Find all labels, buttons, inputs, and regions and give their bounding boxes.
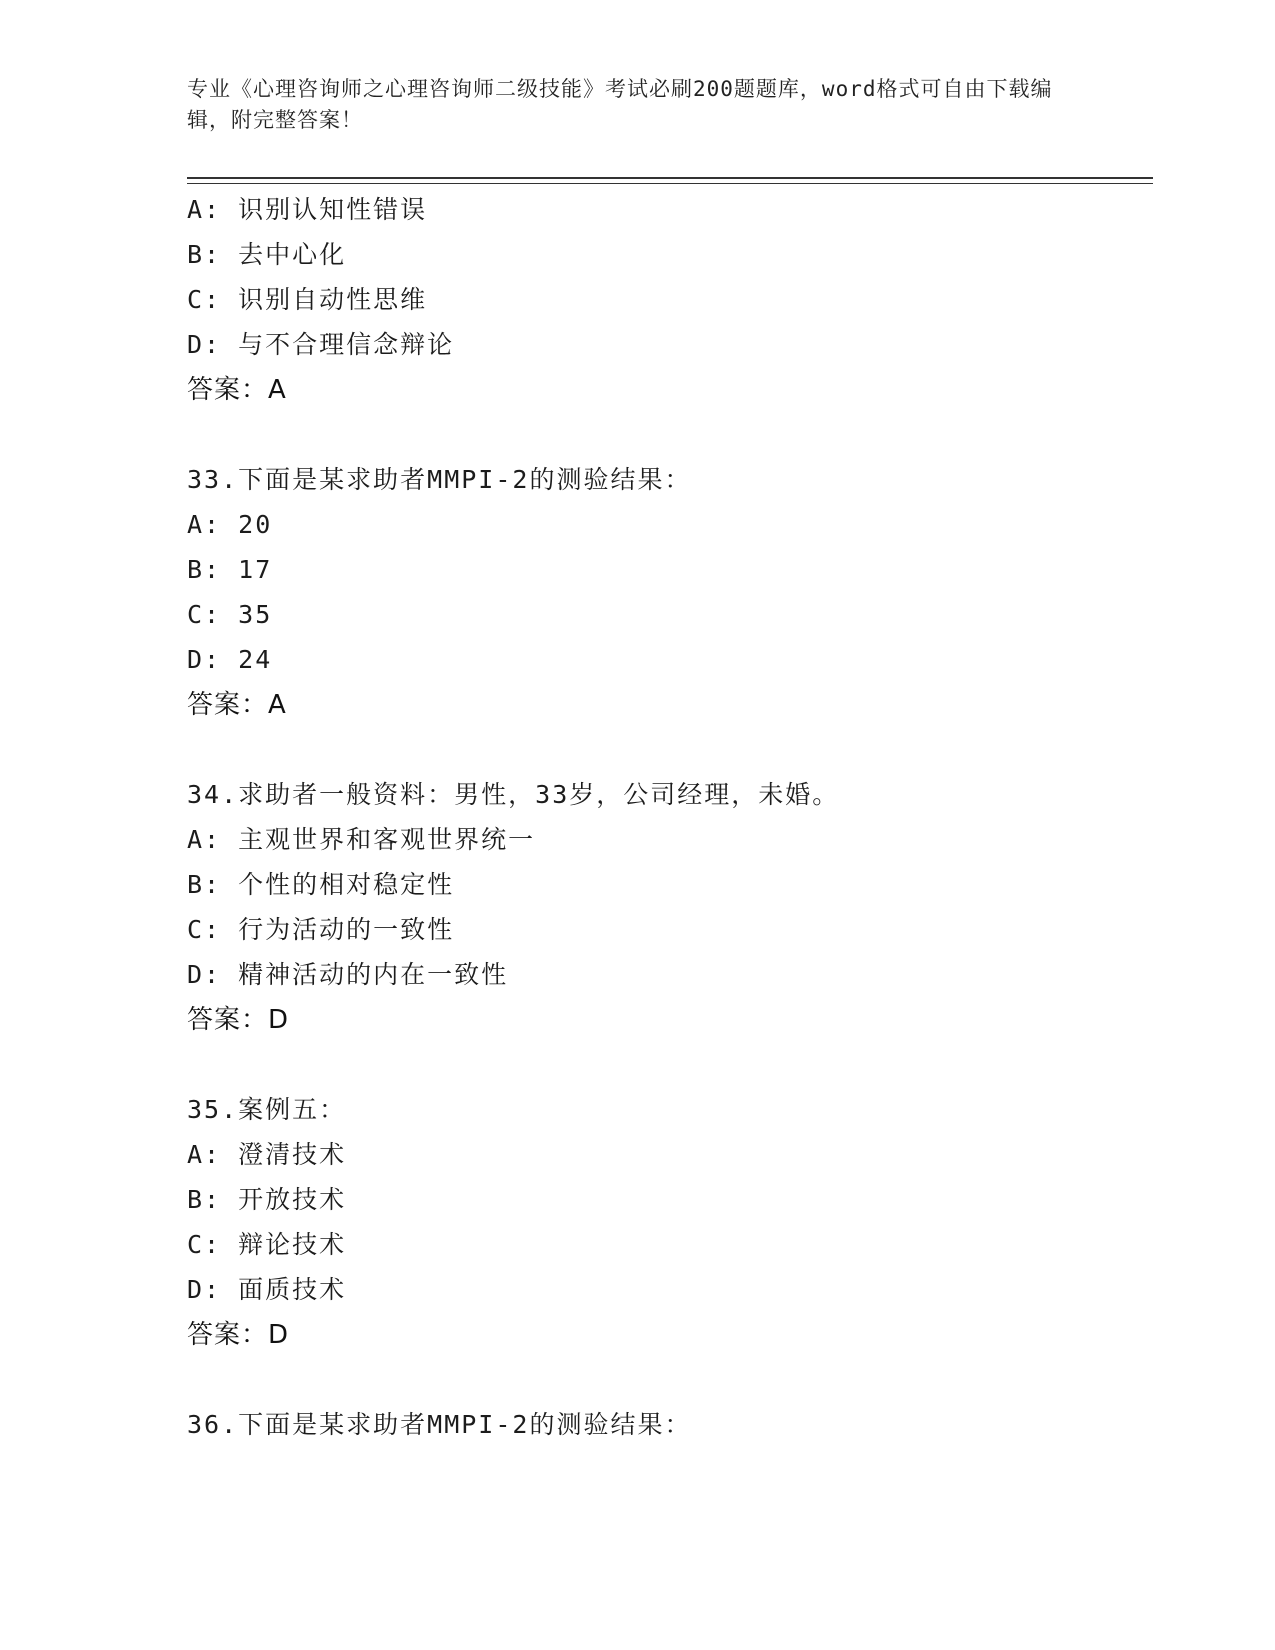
q34-option-d: D: 精神活动的内在一致性 <box>187 960 509 989</box>
q35-question: 35.案例五： <box>187 1095 347 1124</box>
q34-option-a: A: 主观世界和客观世界统一 <box>187 825 536 854</box>
q32-answer: 答案：A <box>187 375 287 405</box>
q34-question: 34.求助者一般资料：男性，33岁，公司经理，未婚。 <box>187 780 840 809</box>
q34-option-c: C: 行为活动的一致性 <box>187 915 455 944</box>
q32-option-d: D: 与不合理信念辩论 <box>187 330 455 359</box>
q35-option-b: B: 开放技术 <box>187 1185 347 1214</box>
q34-answer: 答案：D <box>187 1005 290 1035</box>
header-divider-thin <box>187 183 1153 184</box>
q33-answer: 答案：A <box>187 690 287 720</box>
q32-option-b: B: 去中心化 <box>187 240 347 269</box>
document-intro: 专业《心理咨询师之心理咨询师二级技能》考试必刷200题题库，word格式可自由下载编辑，附完整答案！ <box>187 77 1053 132</box>
q33-option-c: C: 35 <box>187 600 273 629</box>
q34-option-b: B: 个性的相对稳定性 <box>187 870 455 899</box>
q35-option-d: D: 面质技术 <box>187 1275 347 1304</box>
q35-answer: 答案：D <box>187 1320 290 1350</box>
q33-question: 33.下面是某求助者MMPI-2的测验结果： <box>187 465 692 494</box>
q33-option-b: B: 17 <box>187 555 273 584</box>
q35-option-c: C: 辩论技术 <box>187 1230 347 1259</box>
q33-option-a: A: 20 <box>187 510 273 539</box>
header-divider-thick <box>187 177 1153 179</box>
q32-option-a: A: 识别认知性错误 <box>187 195 428 224</box>
q36-question: 36.下面是某求助者MMPI-2的测验结果： <box>187 1410 692 1439</box>
q32-option-c: C: 识别自动性思维 <box>187 285 428 314</box>
q35-option-a: A: 澄清技术 <box>187 1140 347 1169</box>
q33-option-d: D: 24 <box>187 645 273 674</box>
